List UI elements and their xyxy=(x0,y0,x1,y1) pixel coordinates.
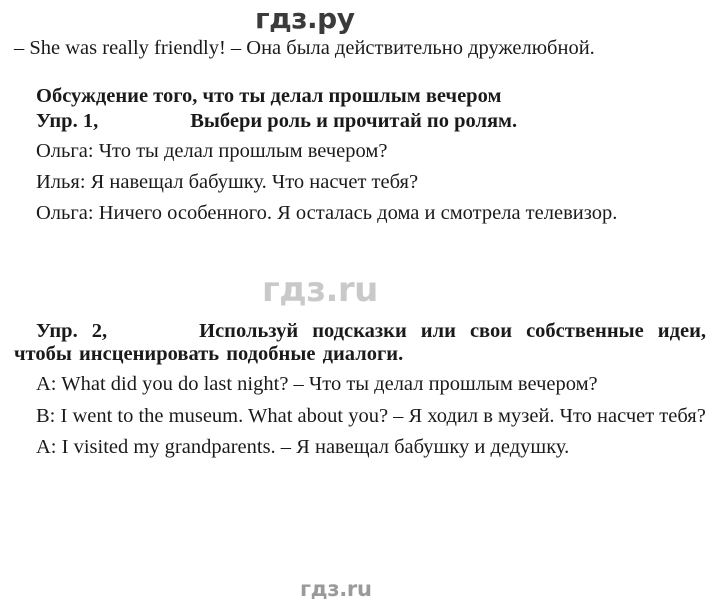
site-logo-top: гдз.ру xyxy=(255,2,355,35)
site-watermark-bottom: гдз.ru xyxy=(300,577,372,601)
exercise-2-number: Упр. 2, xyxy=(36,320,108,343)
exercise-2-dialog-line: B: I went to the museum. What about you? – Я ходил в музей. Что насчет тебя? xyxy=(36,404,706,427)
exercise-2-dialog-line: A: What did you do last night? – Что ты делал прошлым вечером? xyxy=(36,373,598,396)
intro-paragraph: – She was really friendly! – Она была действительно дружелюбной. xyxy=(14,37,595,59)
exercise-1-header xyxy=(14,110,706,133)
section-heading: Обсуждение того, что ты делал прошлым вечером xyxy=(36,85,502,108)
exercise-2-dialog-line: A: I visited my grandparents. – Я навещал бабушку и дедушку. xyxy=(36,435,570,458)
exercise-1-dialog-line: Илья: Я навещал бабушку. Что насчет тебя? xyxy=(36,171,419,194)
document-content xyxy=(14,34,706,464)
exercise-2-instruction: Используй подсказки или свои собственные идеи, чтобы инсценировать подобные диалоги. xyxy=(14,320,707,366)
exercise-1-number: Упр. 1, xyxy=(36,110,99,133)
exercise-1-dialog-line: Ольга: Что ты делал прошлым вечером? xyxy=(36,140,388,163)
site-watermark-middle: гдз.ru xyxy=(262,270,378,310)
exercise-1-dialog-line: Ольга: Ничего особенного. Я осталась дома и смотрела телевизор. xyxy=(36,202,618,225)
exercise-1-instruction: Выбери роль и прочитай по ролям. xyxy=(190,110,518,133)
exercise-2-header xyxy=(14,320,706,366)
